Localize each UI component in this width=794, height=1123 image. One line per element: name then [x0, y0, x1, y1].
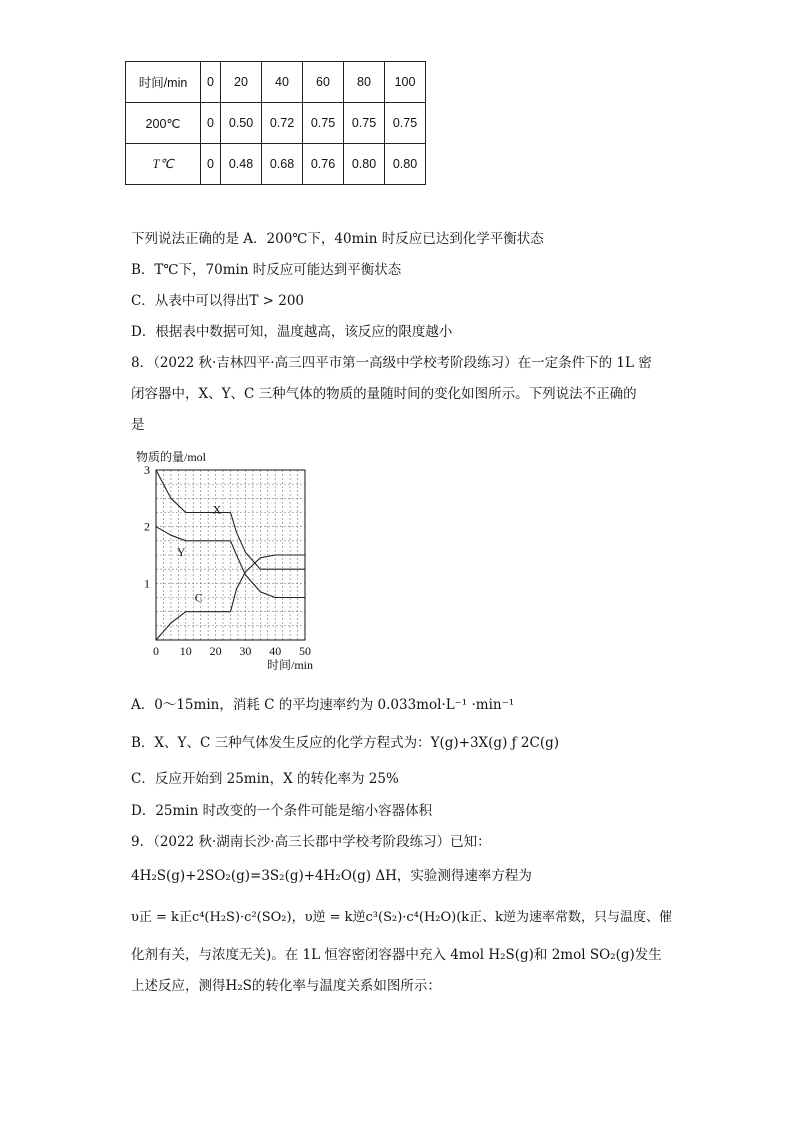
table-row-label: 200℃ — [126, 103, 201, 144]
q9-stem-line-5: 上述反应，测得H₂S的转化率与温度关系如图所示： — [131, 978, 441, 994]
series-label-x: X — [212, 502, 222, 517]
table-header-cell: 60 — [303, 62, 344, 103]
table-header-cell: 40 — [262, 62, 303, 103]
table-cell: 0.75 — [303, 103, 344, 144]
table-cell: 0.68 — [262, 144, 303, 185]
table-row — [126, 103, 426, 144]
table-cell: 0 — [201, 103, 221, 144]
table-header-row — [126, 62, 426, 103]
y-tick-label: 1 — [144, 576, 150, 591]
q8-option-a: A．0～15min，消耗 C 的平均速率约为 0.033mol·L⁻¹ ·min⁻¹ — [131, 697, 515, 713]
x-tick-label: 10 — [179, 644, 192, 658]
y-tick-label: 3 — [144, 463, 150, 477]
series-label-c: C — [194, 590, 203, 605]
table-header-cell: 时间/min — [126, 62, 201, 103]
series-label-y: Y — [176, 545, 186, 560]
q8-option-d: D．25min 时改变的一个条件可能是缩小容器体积 — [131, 803, 433, 819]
q9-rate-equation: υ正 = k正c⁴(H₂S)·c²(SO₂)，υ逆 = k逆c³(S₂)·c⁴(H₂O)(k正、k逆为速率常数，只与温度、催 — [131, 910, 673, 925]
q8-stem-line-1: 8．（2022 秋·吉林四平·高三四平市第一高级中学校考阶段练习）在一定条件下的 1L 密 — [131, 355, 652, 371]
q8-option-c: C．反应开始到 25min，X 的转化率为 25% — [131, 771, 399, 787]
q8-stem-line-2: 闭容器中，X、Y、C 三种气体的物质的量随时间的变化如图所示。下列说法不正确的 — [131, 386, 637, 402]
x-tick-label: 50 — [299, 644, 311, 658]
x-tick-label: 20 — [209, 644, 222, 658]
table-row — [126, 144, 426, 185]
table-cell: 0.72 — [262, 103, 303, 144]
table-cell: 0.50 — [221, 103, 262, 144]
table-cell: 0.76 — [303, 144, 344, 185]
table-cell: 0.75 — [344, 103, 385, 144]
table-row-label: T℃ — [126, 144, 201, 185]
q9-stem-line-1: 9．（2022 秋·湖南长沙·高三长郡中学校考阶段练习）已知： — [131, 834, 491, 850]
q7-stem-option-a: 下列说法正确的是 A．200℃下，40min 时反应已达到化学平衡状态 — [131, 231, 544, 247]
rate-data-table — [125, 61, 426, 185]
q7-option-b: B．T℃下，70min 时反应可能达到平衡状态 — [131, 262, 402, 278]
table-cell: 0.80 — [385, 144, 426, 185]
q9-equation: 4H₂S(g)+2SO₂(g)=3S₂(g)+4H₂O(g) ΔH，实验测得速率方程为 — [131, 868, 532, 884]
table-cell: 0.80 — [344, 144, 385, 185]
table-header-cell: 100 — [385, 62, 426, 103]
table-cell: 0.75 — [385, 103, 426, 144]
y-tick-label: 2 — [144, 519, 150, 534]
x-axis-label: 时间/min — [267, 658, 314, 672]
q7-option-c: C．从表中可以得出T > 200 — [131, 293, 304, 309]
y-axis-label: 物质的量/mol — [136, 450, 207, 464]
q8-option-b: B．X、Y、C 三种气体发生反应的化学方程式为：Y(g)+3X(g) ƒ 2C(g) — [131, 735, 560, 751]
x-tick-label: 40 — [269, 644, 282, 658]
chart-ticks — [144, 463, 311, 658]
amount-vs-time-chart — [130, 446, 330, 676]
table-header-cell: 0 — [201, 62, 221, 103]
x-tick-label: 30 — [239, 644, 252, 658]
q8-stem-line-3: 是 — [131, 417, 145, 433]
table-cell: 0 — [201, 144, 221, 185]
q7-option-d: D．根据表中数据可知，温度越高，该反应的限度越小 — [131, 324, 453, 340]
x-tick-label: 0 — [153, 644, 159, 658]
table-cell: 0.48 — [221, 144, 262, 185]
table-header-cell: 80 — [344, 62, 385, 103]
table-header-cell: 20 — [221, 62, 262, 103]
q9-stem-line-4: 化剂有关，与浓度无关)。在 1L 恒容密闭容器中充入 4mol H₂S(g)和 2mol SO₂(g)发生 — [131, 947, 662, 963]
